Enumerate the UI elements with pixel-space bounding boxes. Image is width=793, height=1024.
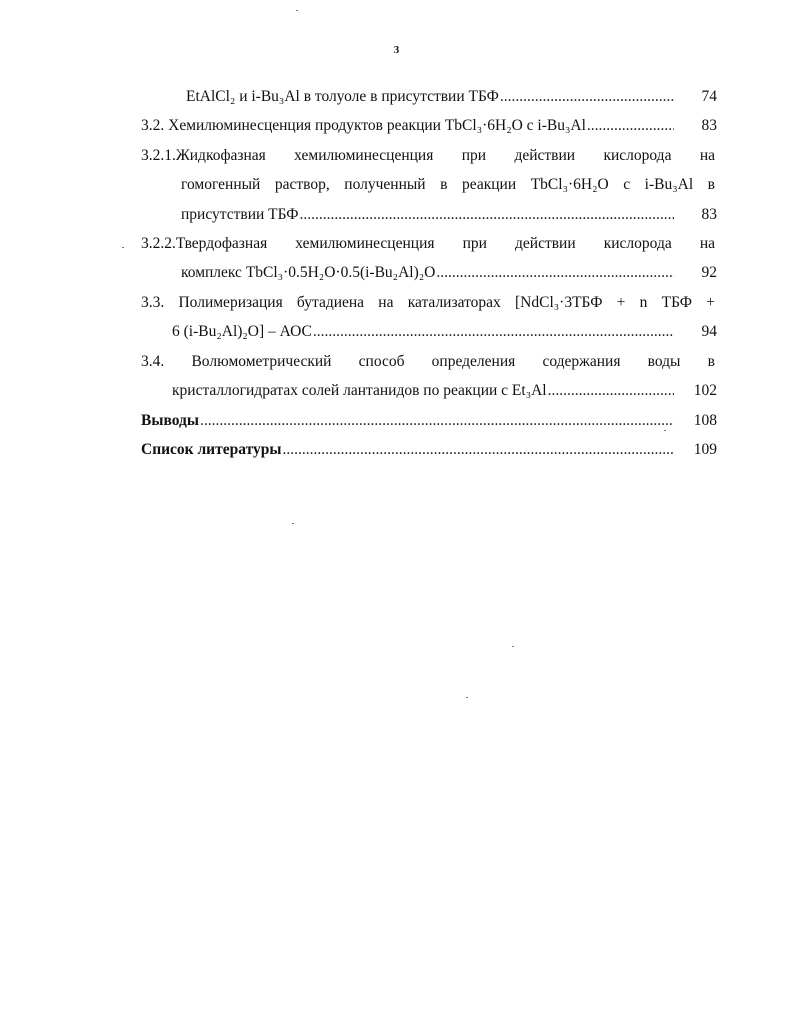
toc-entry-conclusions[interactable] (141, 410, 674, 432)
toc-entry-references[interactable] (141, 439, 674, 461)
dot-leader (548, 380, 674, 402)
toc-entry-text: 3.2. Хемилюминесценция продуктов реакции TbCl₃·6H₂O с i-Bu₃Al (141, 117, 586, 134)
toc-entry-3-4-line-2 (172, 380, 674, 402)
toc-entry-3-4[interactable]: 3.4. Волюмометрический способ определения содержания воды в (141, 353, 715, 370)
scan-speck (296, 10, 298, 11)
scan-speck (292, 523, 294, 524)
toc-entry-3-3[interactable]: 3.3. Полимеризация бутадиена на катализаторах [NdCl₃·3ТБФ + n ТБФ + (141, 294, 715, 311)
toc-entry-page: 74 (701, 88, 717, 105)
dot-leader (313, 321, 674, 343)
toc-entry-page: 102 (693, 382, 717, 399)
scan-speck (664, 430, 666, 431)
toc-entry-page: 83 (701, 117, 717, 134)
toc-entry-page: 92 (701, 264, 717, 281)
toc-entry-3-2-1-line-2: гомогенный раствор, полученный в реакции TbCl₃·6H₂O с i-Bu₃Al в (181, 176, 715, 193)
toc-entry-3-2-1-line-3 (181, 204, 674, 226)
dot-leader (300, 204, 674, 226)
toc-entry-3-2-1[interactable]: 3.2.1.Жидкофазная хемилюминесценция при действии кислорода на (141, 147, 715, 164)
dot-leader (500, 86, 674, 108)
page-number: 3 (393, 44, 400, 56)
scan-speck (122, 247, 124, 248)
dot-leader (200, 410, 674, 432)
toc-entry-3-3-line-2 (172, 321, 674, 343)
toc-entry-text: EtAlCl₂ и i-Bu₃Al в толуоле в присутствии ТБФ (186, 88, 499, 105)
scan-speck (466, 697, 468, 698)
toc-entry-text: комплекс TbCl₃·0.5H₂O·0.5(i-Bu₂Al)₂O (181, 264, 436, 281)
toc-entry-text: присутствии ТБФ (181, 206, 299, 223)
toc-entry-page: 109 (693, 441, 717, 458)
toc-entry-3-2[interactable] (141, 115, 674, 137)
dot-leader (587, 115, 674, 137)
toc-entry-3-2-2-line-2 (181, 262, 674, 284)
toc-entry-page: 108 (693, 412, 717, 429)
dot-leader (436, 262, 674, 284)
toc-entry-3-2-2[interactable]: 3.2.2.Твердофазная хемилюминесценция при действии кислорода на (141, 235, 715, 252)
toc-entry-page: 83 (701, 206, 717, 223)
toc-entry-text: кристаллогидратах солей лантанидов по реакции с Et₃Al (172, 382, 547, 399)
toc-entry-page: 94 (701, 323, 717, 340)
dot-leader (282, 439, 674, 461)
toc-entry-text: Выводы (141, 412, 199, 429)
scan-speck (512, 646, 514, 647)
toc-entry-text: Список литературы (141, 441, 282, 458)
toc-entry-continuation[interactable] (186, 86, 674, 108)
toc-entry-text: 6 (i-Bu₂Al)₂O] – АОС (172, 323, 312, 340)
